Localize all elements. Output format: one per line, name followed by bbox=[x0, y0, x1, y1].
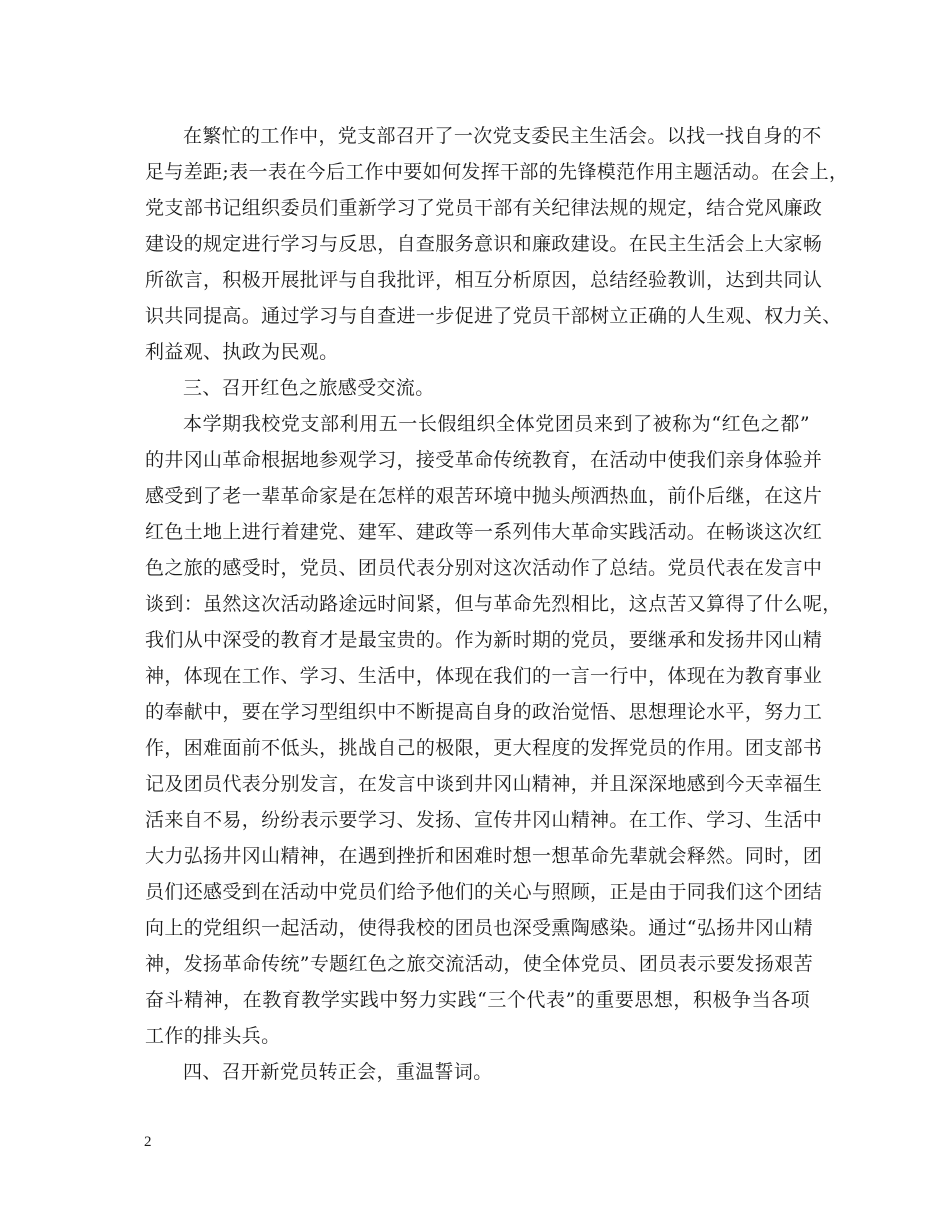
text-line: 大力弘扬井冈山精神，在遇到挫折和困难时想一想革命先辈就会释然。同时，团 bbox=[145, 845, 823, 867]
page-number: 2 bbox=[144, 1134, 152, 1150]
text-line: 足与差距;表一表在今后工作中要如何发挥干部的先锋模范作用主题活动。在会上， bbox=[145, 161, 849, 183]
body-text bbox=[145, 118, 849, 1090]
text-line: 神，发扬革命传统”专题红色之旅交流活动，使全体党员、团员表示要发扬艰苦 bbox=[145, 953, 813, 975]
text-line: 本学期我校党支部利用五一长假组织全体党团员来到了被称为“红色之都” bbox=[183, 413, 810, 435]
text-line: 向上的党组织一起活动，使得我校的团员也深受熏陶感染。通过“弘扬井冈山精 bbox=[145, 917, 813, 939]
text-line: 红色土地上进行着建党、建军、建政等一系列伟大革命实践活动。在畅谈这次红 bbox=[145, 521, 823, 543]
text-line: 的井冈山革命根据地参观学习，接受革命传统教育，在活动中使我们亲身体验并 bbox=[145, 449, 823, 471]
text-line: 四、召开新党员转正会，重温誓词。 bbox=[183, 1061, 493, 1083]
text-line: 神，体现在工作、学习、生活中，体现在我们的一言一行中，体现在为教育事业 bbox=[145, 665, 823, 687]
text-line: 员们还感受到在活动中党员们给予他们的关心与照顾，正是由于同我们这个团结 bbox=[145, 881, 823, 903]
text-line: 利益观、执政为民观。 bbox=[145, 341, 339, 363]
text-line: 在繁忙的工作中，党支部召开了一次党支委民主生活会。以找一找自身的不 bbox=[183, 125, 822, 147]
text-line: 谈到：虽然这次活动路途远时间紧，但与革命先烈相比，这点苦又算得了什么呢， bbox=[145, 593, 842, 615]
text-line: 建设的规定进行学习与反思，自查服务意识和廉政建设。在民主生活会上大家畅 bbox=[145, 233, 823, 255]
text-line: 识共同提高。通过学习与自查进一步促进了党员干部树立正确的人生观、权力关、 bbox=[145, 305, 842, 327]
text-line: 我们从中深受的教育才是最宝贵的。作为新时期的党员，要继承和发扬井冈山精 bbox=[145, 629, 823, 651]
text-line: 记及团员代表分别发言，在发言中谈到井冈山精神，并且深深地感到今天幸福生 bbox=[145, 773, 823, 795]
text-line: 作，困难面前不低头，挑战自己的极限，更大程度的发挥党员的作用。团支部书 bbox=[145, 737, 823, 759]
text-line: 的奉献中，要在学习型组织中不断提高自身的政治觉悟、思想理论水平，努力工 bbox=[145, 701, 823, 723]
text-line: 色之旅的感受时，党员、团员代表分别对这次活动作了总结。党员代表在发言中 bbox=[145, 557, 823, 579]
text-line: 所欲言，积极开展批评与自我批评，相互分析原因，总结经验教训，达到共同认 bbox=[145, 269, 823, 291]
text-line: 奋斗精神，在教育教学实践中努力实践“三个代表”的重要思想，积极争当各项 bbox=[145, 989, 810, 1011]
text-line: 党支部书记组织委员们重新学习了党员干部有关纪律法规的规定，结合党风廉政 bbox=[145, 197, 823, 219]
text-line: 三、召开红色之旅感受交流。 bbox=[183, 377, 435, 399]
text-line: 工作的排头兵。 bbox=[145, 1025, 281, 1047]
text-line: 感受到了老一辈革命家是在怎样的艰苦环境中抛头颅洒热血，前仆后继，在这片 bbox=[145, 485, 823, 507]
text-line: 活来自不易，纷纷表示要学习、发扬、宣传井冈山精神。在工作、学习、生活中 bbox=[145, 809, 823, 831]
